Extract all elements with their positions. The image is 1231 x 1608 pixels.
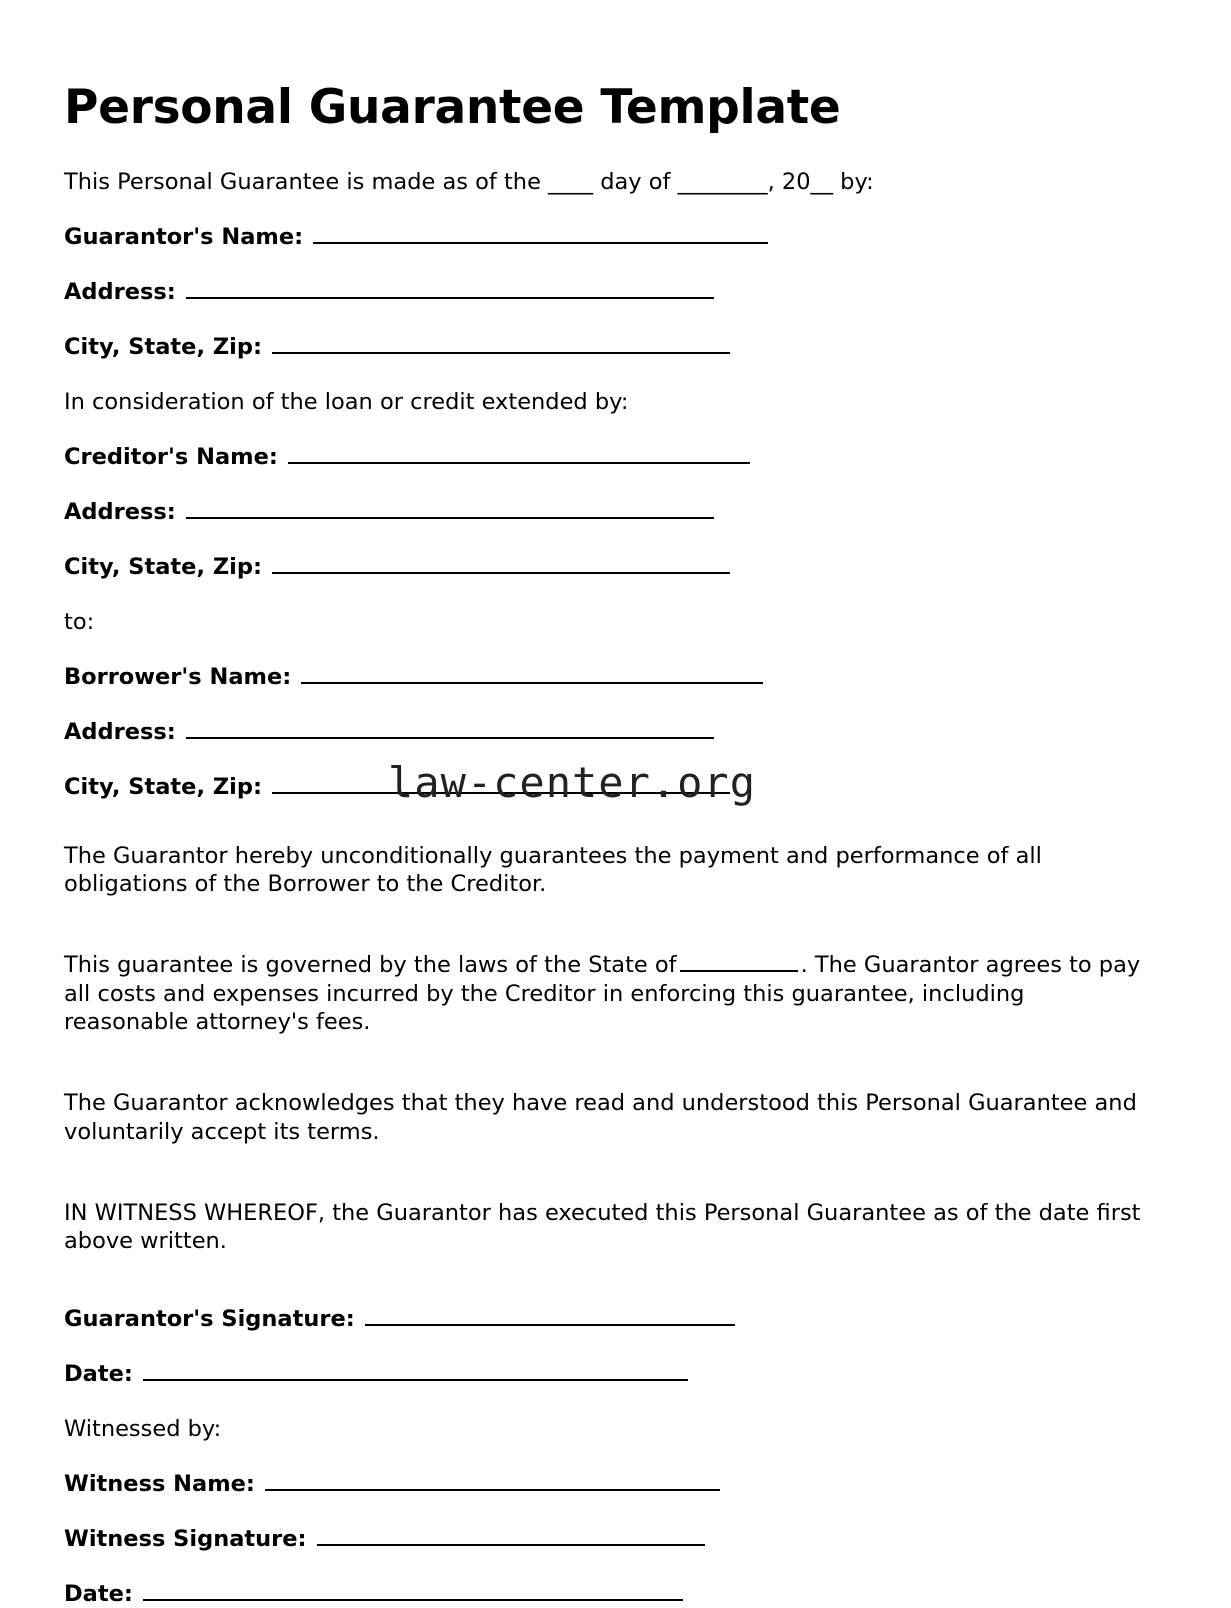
field-guarantor-signature[interactable] — [64, 1278, 1164, 1333]
state-fill-in-rule[interactable] — [680, 955, 798, 972]
paragraph-witness-whereof: IN WITNESS WHEREOF, the Guarantor has executed this Personal Guarantee as of the date first above written. — [64, 1199, 1141, 1255]
field-label: Witness Name: — [64, 1471, 255, 1498]
signature-fields-group — [64, 1278, 1164, 1388]
field-witness-signature[interactable] — [64, 1498, 1164, 1553]
page-title: Personal Guarantee Template — [64, 80, 841, 135]
field-creditor-city-state-zip[interactable] — [64, 526, 1164, 581]
fill-in-rule[interactable] — [313, 222, 768, 244]
intro-line: This Personal Guarantee is made as of the ____ day of ________, 20__ by: — [64, 169, 874, 196]
field-guarantor-address[interactable] — [64, 251, 1164, 306]
fill-in-rule[interactable] — [301, 662, 763, 684]
fill-in-rule[interactable] — [288, 442, 750, 464]
field-witness-date[interactable] — [64, 1553, 1164, 1608]
field-label: Address: — [64, 279, 176, 306]
field-guarantor-city-state-zip[interactable] — [64, 306, 1164, 361]
field-label: Borrower's Name: — [64, 664, 292, 691]
field-guarantor-date[interactable] — [64, 1333, 1164, 1388]
fill-in-rule[interactable] — [272, 552, 730, 574]
witness-fields-group — [64, 1443, 1164, 1608]
field-creditor-address[interactable] — [64, 471, 1164, 526]
field-label: City, State, Zip: — [64, 554, 262, 581]
fill-in-rule[interactable] — [265, 1469, 720, 1491]
field-creditor-name[interactable] — [64, 416, 1164, 471]
borrower-fields-group — [64, 636, 1164, 801]
creditor-fields-group — [64, 416, 1164, 581]
fill-in-rule[interactable] — [272, 772, 730, 794]
fill-in-rule[interactable] — [186, 277, 714, 299]
field-borrower-address[interactable] — [64, 691, 1164, 746]
field-witness-name[interactable] — [64, 1443, 1164, 1498]
field-label: City, State, Zip: — [64, 774, 262, 801]
field-label: City, State, Zip: — [64, 334, 262, 361]
field-borrower-name[interactable] — [64, 636, 1164, 691]
paragraph-guarantee-clause: The Guarantor hereby unconditionally guarantees the payment and performance of all obligations of the Borrower to the Creditor. — [64, 842, 1042, 898]
field-label: Guarantor's Signature: — [64, 1306, 355, 1333]
consideration-line: In consideration of the loan or credit extended by: — [64, 389, 629, 416]
field-label: Address: — [64, 719, 176, 746]
fill-in-rule[interactable] — [317, 1524, 705, 1546]
site-watermark: law-center.org — [388, 758, 757, 807]
governing-law-text-before: This guarantee is governed by the laws of the State of — [64, 952, 677, 979]
witnessed-by-heading: Witnessed by: — [64, 1416, 222, 1443]
field-label: Witness Signature: — [64, 1526, 307, 1553]
fill-in-rule[interactable] — [186, 497, 714, 519]
field-label: Address: — [64, 499, 176, 526]
field-label: Date: — [64, 1581, 133, 1608]
paragraph-acknowledgement: The Guarantor acknowledges that they have read and understood this Personal Guarantee and voluntarily accept its terms. — [64, 1090, 1137, 1145]
field-borrower-city-state-zip[interactable] — [64, 746, 1164, 801]
fill-in-rule[interactable] — [143, 1579, 683, 1601]
fill-in-rule[interactable] — [143, 1359, 688, 1381]
field-label: Creditor's Name: — [64, 444, 278, 471]
field-label: Date: — [64, 1361, 133, 1388]
to-line: to: — [64, 609, 95, 636]
governing-law-text-after: . The Guarantor agrees to pay all costs and expenses incurred by the Creditor in enforcing this guarantee, including reasonable attorney's fees. — [64, 952, 1141, 1036]
fill-in-rule[interactable] — [272, 332, 730, 354]
paragraph-governing-law — [64, 921, 1149, 1037]
field-label: Guarantor's Name: — [64, 224, 304, 251]
guarantor-fields-group — [64, 196, 1164, 361]
fill-in-rule[interactable] — [365, 1304, 735, 1326]
document-content — [64, 0, 1164, 1608]
fill-in-rule[interactable] — [186, 717, 714, 739]
field-guarantor-name[interactable] — [64, 196, 1164, 251]
